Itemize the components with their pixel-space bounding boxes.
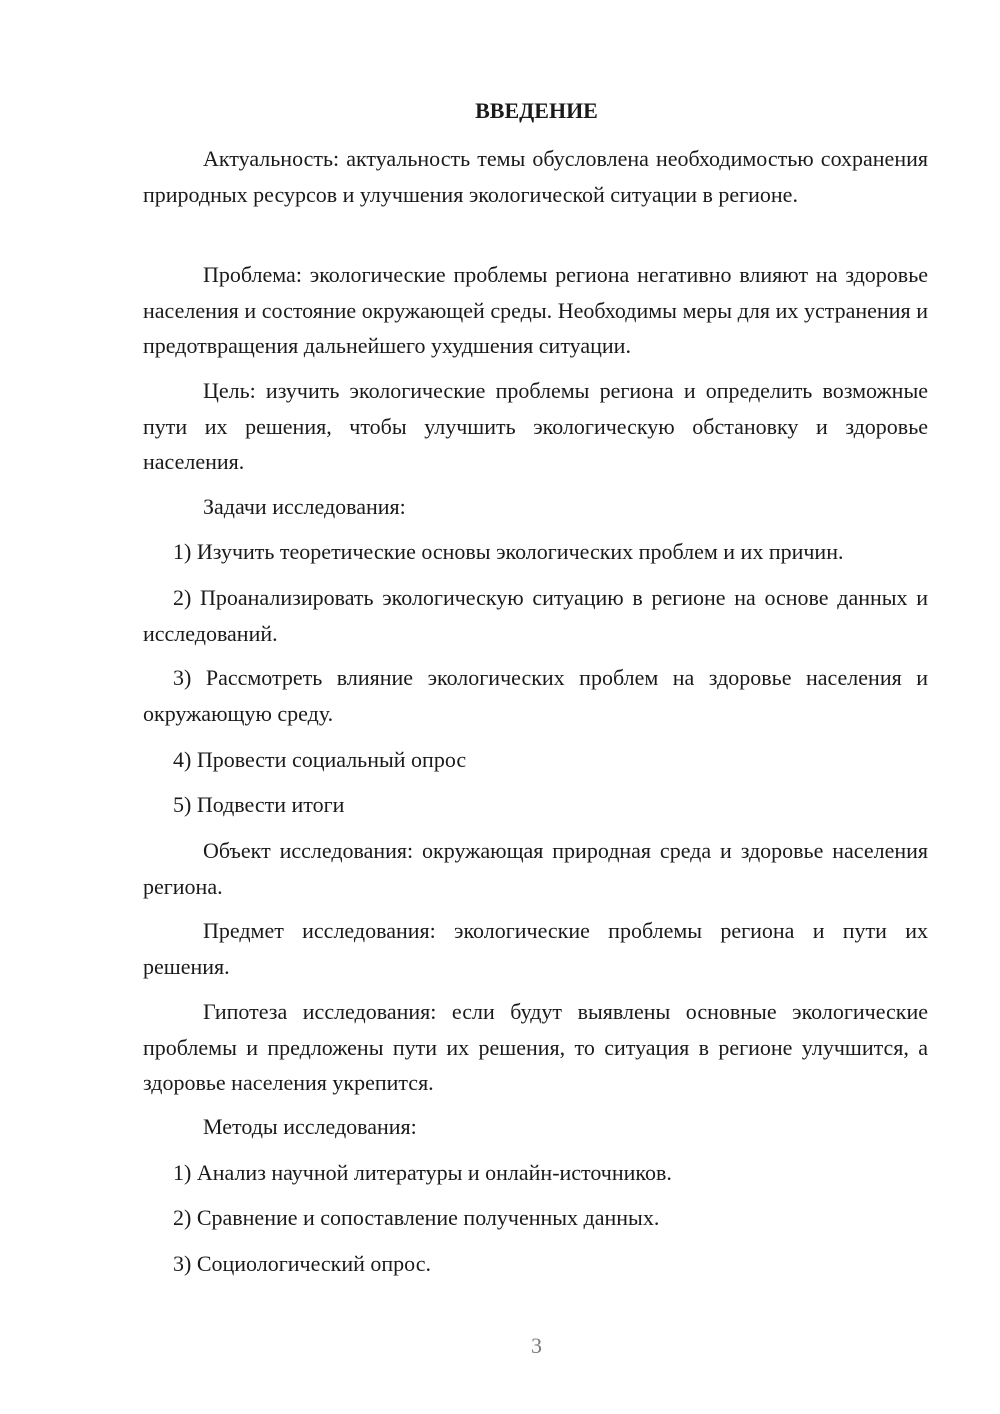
list-item-task-5: 5) Подвести итоги xyxy=(173,792,345,817)
page-number: 3 xyxy=(531,1333,542,1358)
paragraph-problem: Проблема: экологические проблемы региона негативно влияют на здоровье населения и состояние окружающей среды. Необходимы меры для их устранения и предотвращения дальнейшего ухудшения ситуации. xyxy=(143,262,928,358)
list-item-task-3: 3) Рассмотреть влияние экологических проблем на здоровье населения и окружающую среду. xyxy=(143,665,928,726)
list-item-method-3: 3) Социологический опрос. xyxy=(173,1251,431,1276)
list-item-method-2: 2) Сравнение и сопоставление полученных данных. xyxy=(173,1205,660,1230)
paragraph-hypothesis: Гипотеза исследования: если будут выявлены основные экологические проблемы и предложены пути их решения, то ситуация в регионе улучшится, а здоровье населения укрепится. xyxy=(143,999,928,1095)
paragraph-subject: Предмет исследования: экологические проблемы региона и пути их решения. xyxy=(143,918,928,979)
list-item-task-2: 2) Проанализировать экологическую ситуацию в регионе на основе данных и исследований. xyxy=(143,585,928,646)
paragraph-methods-heading: Методы исследования: xyxy=(203,1114,417,1139)
list-item-task-4: 4) Провести социальный опрос xyxy=(173,747,467,772)
list-item-task-1: 1) Изучить теоретические основы экологических проблем и их причин. xyxy=(173,539,844,564)
document-page xyxy=(143,0,928,1414)
list-item-method-1: 1) Анализ научной литературы и онлайн-источников. xyxy=(173,1160,672,1185)
paragraph-tasks-heading: Задачи исследования: xyxy=(203,494,406,519)
paragraph-relevance: Актуальность: актуальность темы обусловлена необходимостью сохранения природных ресурсов и улучшения экологической ситуации в регионе. xyxy=(143,146,928,207)
paragraph-object: Объект исследования: окружающая природная среда и здоровье населения региона. xyxy=(143,838,928,899)
paragraph-goal: Цель: изучить экологические проблемы региона и определить возможные пути их решения, чтобы улучшить экологическую обстановку и здоровье населения. xyxy=(143,378,928,474)
page-title: ВВЕДЕНИЕ xyxy=(475,98,598,123)
